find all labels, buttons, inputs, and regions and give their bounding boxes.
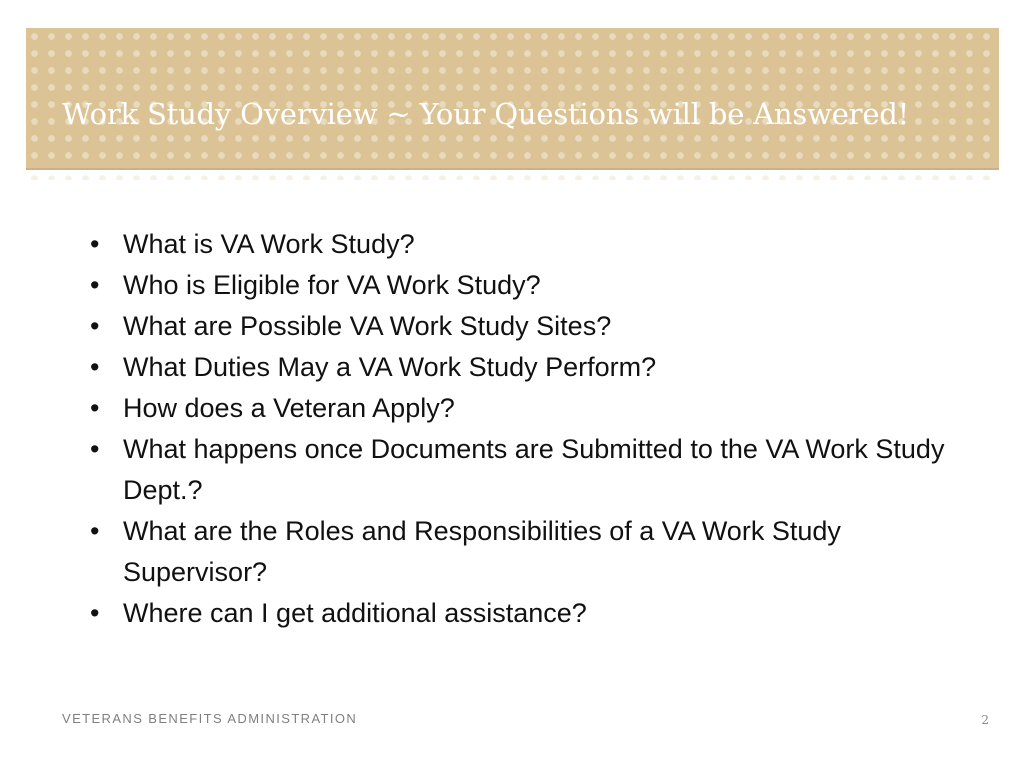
bullet-item bbox=[90, 224, 970, 265]
bullet-text: How does a Veteran Apply? bbox=[123, 393, 455, 423]
bullet-icon: • bbox=[90, 311, 100, 341]
bullet-text: Where can I get additional assistance? bbox=[123, 598, 587, 628]
bullet-icon: • bbox=[90, 352, 100, 382]
bullet-item bbox=[90, 388, 970, 429]
bullet-item bbox=[90, 593, 970, 634]
bullet-text: What is VA Work Study? bbox=[123, 229, 415, 259]
slide-title: Work Study Overview ~ Your Questions will be Answered! bbox=[62, 97, 910, 131]
bullet-icon: • bbox=[90, 393, 100, 423]
bullet-icon: • bbox=[90, 229, 100, 259]
bullet-item bbox=[90, 306, 970, 347]
bullet-item bbox=[90, 429, 970, 511]
bullet-text: What are the Roles and Responsibilities of a VA Work Study Supervisor? bbox=[123, 516, 841, 587]
bullet-text: What Duties May a VA Work Study Perform? bbox=[123, 352, 657, 382]
bullet-item bbox=[90, 265, 970, 306]
bullet-icon: • bbox=[90, 516, 100, 546]
bullet-text: What are Possible VA Work Study Sites? bbox=[123, 311, 612, 341]
bullet-icon: • bbox=[90, 434, 100, 464]
page-number: 2 bbox=[981, 713, 989, 727]
bullet-list bbox=[90, 224, 970, 634]
footer-organization: VETERANS BENEFITS ADMINISTRATION bbox=[62, 711, 358, 726]
bullet-text: Who is Eligible for VA Work Study? bbox=[123, 270, 541, 300]
bullet-icon: • bbox=[90, 270, 100, 300]
bullet-text: What happens once Documents are Submitted to the VA Work Study Dept.? bbox=[123, 434, 945, 505]
bullet-icon: • bbox=[90, 598, 100, 628]
bullet-item bbox=[90, 511, 970, 593]
bullet-item bbox=[90, 347, 970, 388]
